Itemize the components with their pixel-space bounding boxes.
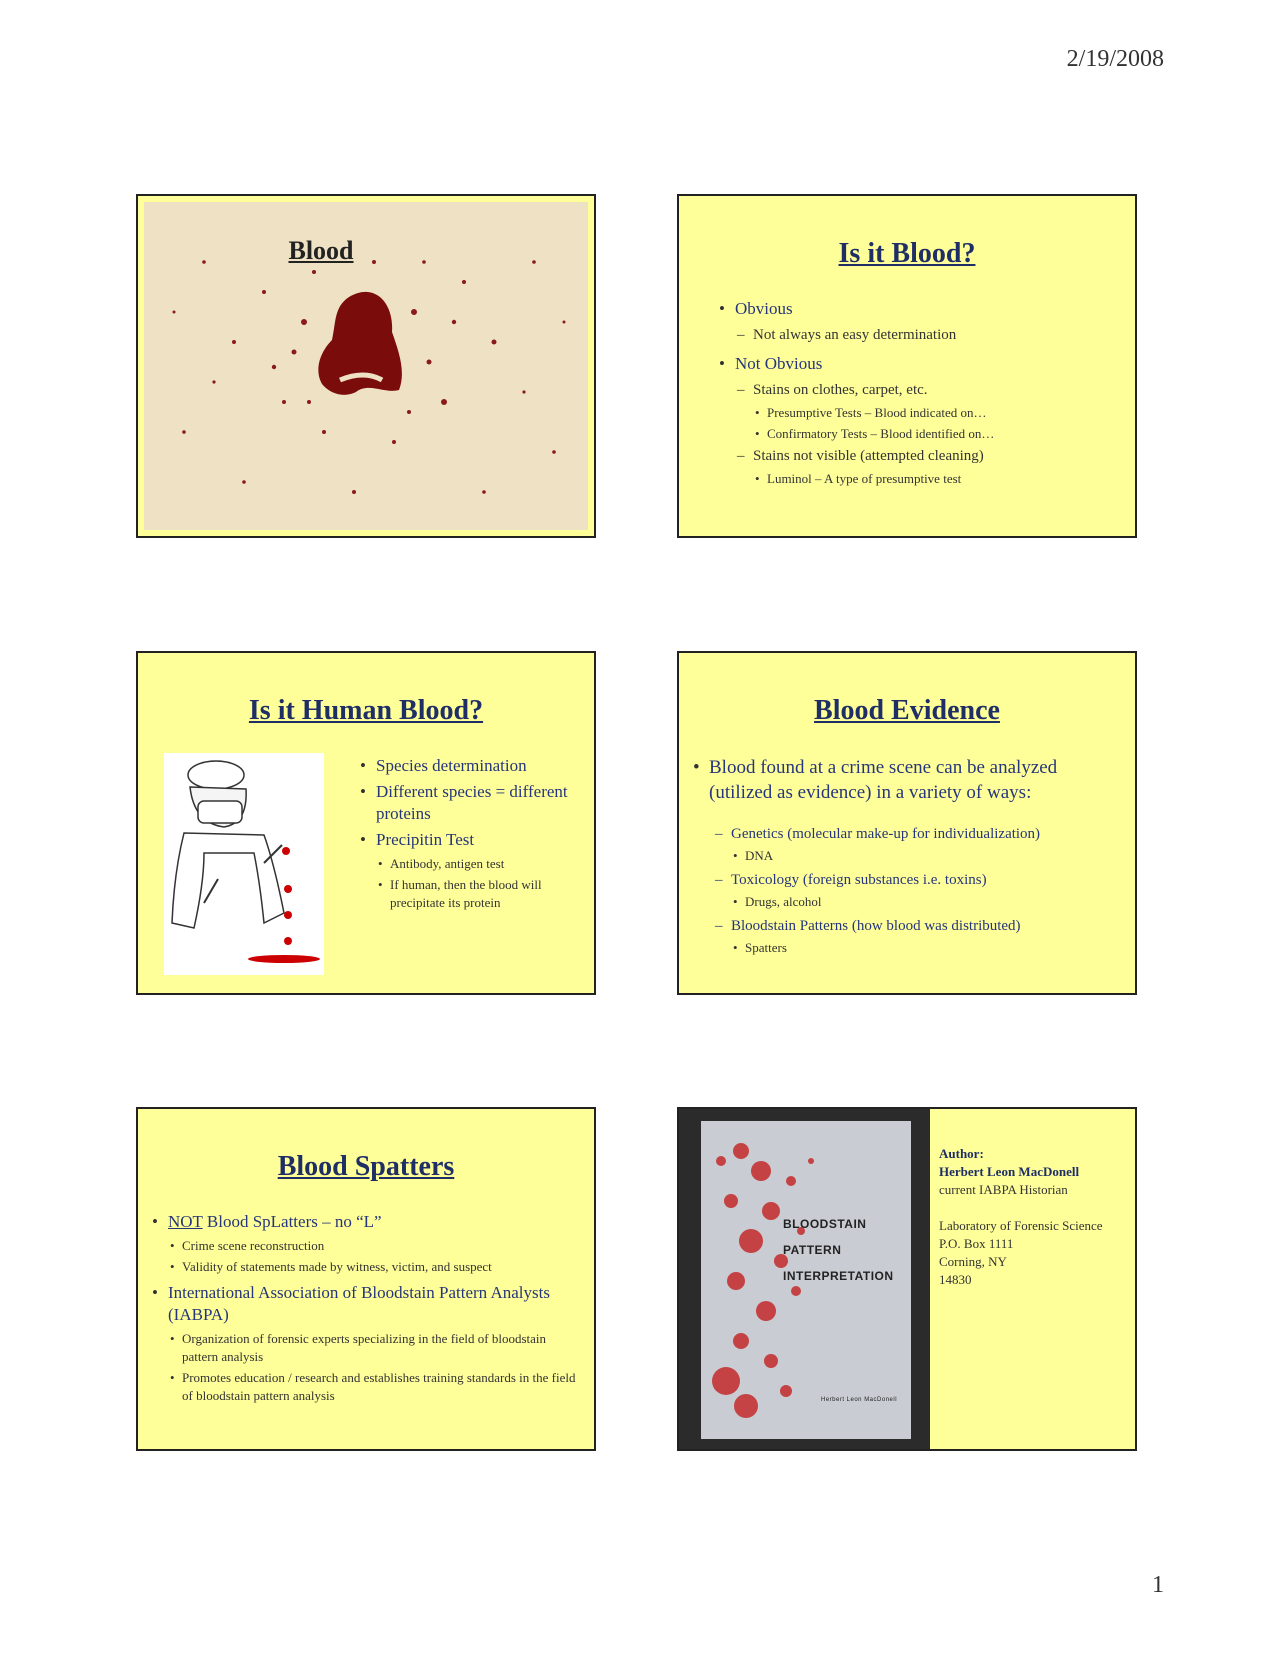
bullet-text: Blood SpLatters – no “L”: [202, 1212, 382, 1231]
slide-title: Is it Human Blood?: [248, 695, 484, 726]
book-photo: [679, 1109, 930, 1451]
book-cover: [701, 1121, 911, 1439]
sub-sub-bullet: • Confirmatory Tests – Blood identified on…: [753, 425, 1117, 443]
author-name: Herbert Leon MacDonell: [939, 1164, 1080, 1179]
bullet-not-obvious: • Not Obvious: [717, 353, 1117, 375]
sub-bullet: • Antibody, antigen test: [376, 855, 578, 873]
book-author: Herbert Leon MacDonell: [821, 1397, 898, 1403]
sub-bullet: • Crime scene reconstruction: [168, 1237, 580, 1255]
slide-blood-evidence: [677, 651, 1137, 995]
bullet: • Species determination: [358, 755, 578, 777]
po-box: P.O. Box 1111: [939, 1236, 1014, 1251]
bullet-main: • Blood found at a crime scene can be analyzed (utilized as evidence) in a variety of ways:: [691, 755, 1111, 805]
sub-bullet: • Organization of forensic experts specializing in the field of bloodstain pattern analysis: [168, 1330, 580, 1366]
sub-bullet: – Stains on clothes, carpet, etc.: [735, 381, 1117, 400]
author-info: [939, 1145, 1103, 1289]
slide-title: Blood: [288, 236, 354, 265]
sub-sub-bullet: • DNA: [731, 847, 1111, 865]
sub-sub-bullet: • Spatters: [731, 939, 1111, 957]
slide-title: Is it Blood?: [838, 238, 976, 269]
slide-book-author: [677, 1107, 1137, 1451]
scientist-illustration: [164, 753, 324, 975]
bullet-obvious: • Obvious: [717, 298, 1117, 320]
bullet: • Different species = different proteins: [358, 781, 578, 825]
sub-bullet: • Promotes education / research and establishes training standards in the field of bloodstain pattern analysis: [168, 1369, 580, 1405]
book-title-line3: INTERPRETATION: [783, 1269, 894, 1283]
zip: 14830: [939, 1272, 972, 1287]
not-emphasis: NOT: [168, 1212, 203, 1231]
author-role: current IABPA Historian: [939, 1182, 1068, 1197]
sub-sub-bullet: • Luminol – A type of presumptive test: [753, 470, 1117, 488]
city: Corning, NY: [939, 1254, 1007, 1269]
slide-blood-spatters: [136, 1107, 596, 1451]
bullet-iabpa: • International Association of Bloodstain Pattern Analysts (IABPA): [150, 1282, 580, 1326]
sub-sub-bullet: • Presumptive Tests – Blood indicated on…: [753, 404, 1117, 422]
slide-blood: [136, 194, 596, 538]
book-title-line2: PATTERN: [783, 1243, 842, 1257]
sub-bullet-genetics: – Genetics (molecular make-up for individualization): [713, 825, 1111, 844]
sub-bullet: • Validity of statements made by witness, victim, and suspect: [168, 1258, 580, 1276]
book-title-line1: BLOODSTAIN: [783, 1217, 867, 1231]
sub-bullet: – Stains not visible (attempted cleaning): [735, 447, 1117, 466]
slide-is-it-human-blood: [136, 651, 596, 995]
slide-title: Blood Spatters: [277, 1151, 455, 1182]
author-label: Author:: [939, 1146, 984, 1161]
sub-bullet: – Not always an easy determination: [735, 326, 1117, 345]
slide-is-it-blood: [677, 194, 1137, 538]
lab-name: Laboratory of Forensic Science: [939, 1218, 1103, 1233]
bullet: • Precipitin Test: [358, 829, 578, 851]
sub-sub-bullet: • Drugs, alcohol: [731, 893, 1111, 911]
slide-title: Blood Evidence: [814, 695, 1000, 726]
bullet-not-splatters: [150, 1211, 580, 1233]
page-number: 1: [1152, 1572, 1164, 1598]
sub-bullet-patterns: – Bloodstain Patterns (how blood was distributed): [713, 917, 1111, 936]
page-date: 2/19/2008: [1066, 46, 1164, 72]
sub-bullet-toxicology: – Toxicology (foreign substances i.e. toxins): [713, 871, 1111, 890]
sub-bullet: • If human, then the blood will precipitate its protein: [376, 876, 578, 912]
